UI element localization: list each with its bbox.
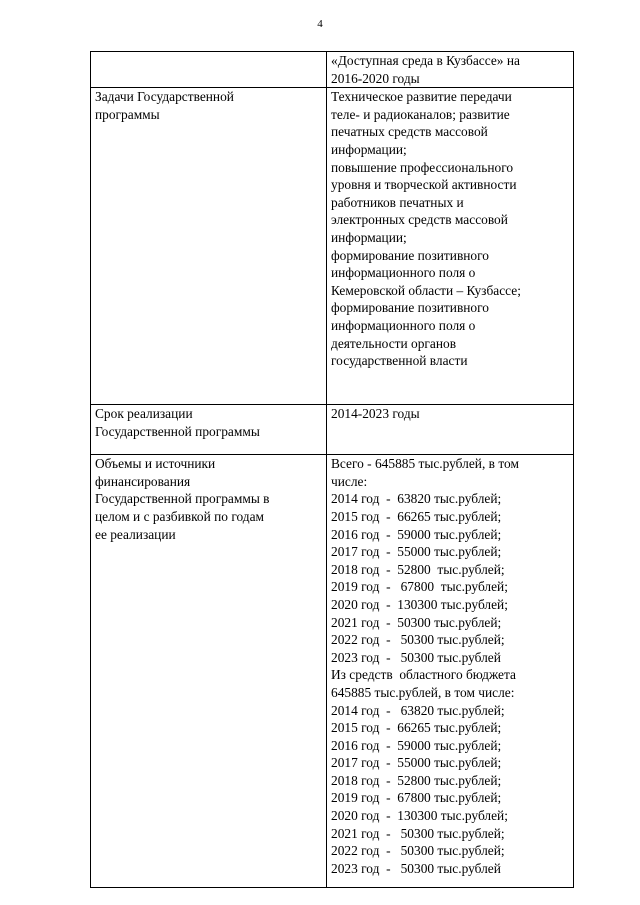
- text-line: финансирования: [95, 473, 191, 489]
- text-line: деятельности органов: [331, 335, 457, 351]
- text-line: Кемеровской области – Кузбассе;: [331, 282, 521, 298]
- text-line: 2014 год - 63820 тыс.рублей;: [331, 702, 505, 718]
- text-line: «Доступная среда в Кузбассе» на: [331, 53, 520, 68]
- row-label-cell: [91, 88, 327, 405]
- text-line: информационного поля о: [331, 317, 476, 333]
- text-line: 2019 год - 67800 тыс.рублей;: [331, 790, 502, 806]
- row-value-cell: [327, 405, 574, 455]
- text-line: 2016 год - 59000 тыс.рублей;: [331, 526, 502, 542]
- text-line: печатных средств массовой: [331, 124, 488, 140]
- text-line: 2022 год - 50300 тыс.рублей;: [331, 843, 505, 859]
- text-line: уровня и творческой активности: [331, 177, 517, 193]
- text-line: 2014-2023 годы: [331, 406, 420, 422]
- text-line: 2019 год - 67800 тыс.рублей;: [331, 579, 508, 595]
- row-label-cell: [91, 52, 327, 88]
- table-row: [91, 455, 574, 888]
- text-line: целом и с разбивкой по годам: [95, 508, 265, 524]
- text-line: Техническое развитие передачи: [331, 89, 512, 105]
- text-line: формирование позитивного: [331, 247, 489, 263]
- text-line: информации;: [331, 229, 407, 245]
- text-line: 2022 год - 50300 тыс.рублей;: [331, 632, 505, 648]
- text-line: 2021 год - 50300 тыс.рублей;: [331, 614, 502, 630]
- text-line: 645885 тыс.рублей, в том числе:: [331, 684, 515, 700]
- text-line: Срок реализации: [95, 406, 193, 422]
- text-line: 2015 год - 66265 тыс.рублей;: [331, 720, 502, 736]
- text-line: формирование позитивного: [331, 300, 489, 316]
- text-line: информации;: [331, 141, 407, 157]
- text-line: 2020 год - 130300 тыс.рублей;: [331, 596, 508, 612]
- table-row: [91, 88, 574, 405]
- text-line: работников печатных и: [331, 194, 464, 210]
- text-line: 2023 год - 50300 тыс.рублей: [331, 649, 501, 665]
- text-line: 2015 год - 66265 тыс.рублей;: [331, 508, 502, 524]
- text-line: 2016 год - 59000 тыс.рублей;: [331, 737, 502, 753]
- text-line: 2017 год - 55000 тыс.рублей;: [331, 755, 502, 771]
- row-label-cell: [91, 405, 327, 455]
- text-line: 2014 год - 63820 тыс.рублей;: [331, 491, 502, 507]
- row-value-cell: [327, 52, 574, 88]
- page-number: 4: [317, 18, 323, 30]
- text-line: 2017 год - 55000 тыс.рублей;: [331, 544, 502, 560]
- row-label-cell: [91, 455, 327, 888]
- text-line: Из средств областного бюджета: [331, 667, 516, 683]
- text-line: ее реализации: [95, 526, 176, 542]
- table-row: [91, 52, 574, 88]
- text-line: электронных средств массовой: [331, 212, 508, 228]
- text-line: 2018 год - 52800 тыс.рублей;: [331, 561, 505, 577]
- text-line: Государственной программы: [95, 423, 260, 439]
- text-line: числе:: [331, 473, 368, 489]
- text-line: 2023 год - 50300 тыс.рублей: [331, 860, 501, 876]
- text-line: повышение профессионального: [331, 159, 514, 175]
- text-line: Задачи Государственной: [95, 89, 234, 105]
- text-line: информационного поля о: [331, 265, 476, 281]
- text-line: государственной власти: [331, 353, 468, 369]
- text-line: Государственной программы в: [95, 491, 270, 507]
- text-line: 2018 год - 52800 тыс.рублей;: [331, 772, 502, 788]
- text-line: Всего - 645885 тыс.рублей, в том: [331, 456, 519, 472]
- text-line: теле- и радиоканалов; развитие: [331, 106, 510, 122]
- program-passport-table: [90, 51, 574, 888]
- text-line: 2016-2020 годы: [331, 70, 420, 86]
- row-value-cell: [327, 88, 574, 405]
- text-line: программы: [95, 106, 160, 122]
- table-row: [91, 405, 574, 455]
- text-line: 2020 год - 130300 тыс.рублей;: [331, 808, 508, 824]
- text-line: Объемы и источники: [95, 456, 216, 472]
- text-line: 2021 год - 50300 тыс.рублей;: [331, 825, 505, 841]
- row-value-cell: [327, 455, 574, 888]
